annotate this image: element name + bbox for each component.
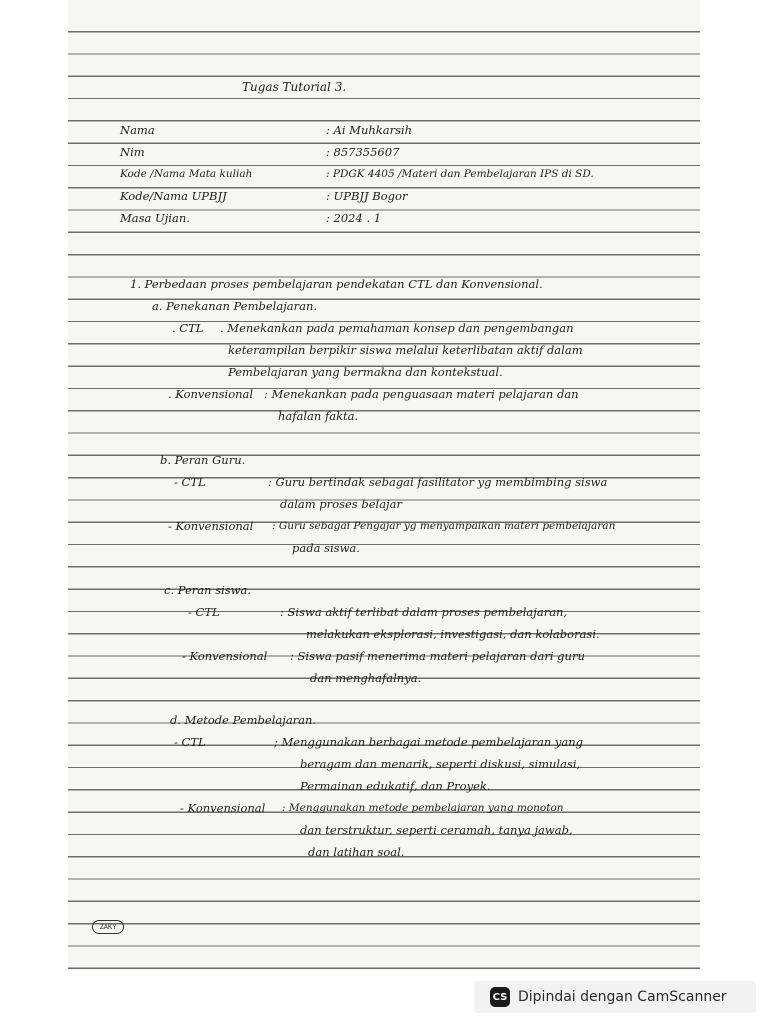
item-cont-a-konv-1: hafalan fakta.	[278, 409, 359, 423]
item-label-a-ctl: . CTL	[172, 321, 204, 335]
item-label-a-konv: . Konvensional	[168, 387, 254, 401]
item-cont-c-konv-1: dan menghafalnya.	[310, 671, 422, 685]
page-title: Tugas Tutorial 3.	[242, 80, 347, 94]
item-text-a-ctl: . Menekankan pada pemahaman konsep dan pengembangan	[220, 321, 574, 335]
identity-value-course: : PDGK 4405 /Materi dan Pembelajaran IPS di SD.	[326, 168, 594, 180]
item-cont-b-ctl-1: dalam proses belajar	[280, 497, 402, 511]
identity-value-upbjj: : UPBJJ Bogor	[326, 189, 408, 203]
item-cont-d-ctl-1: beragam dan menarik, seperti diskusi, simulasi,	[300, 757, 581, 771]
identity-label-course: Kode /Nama Mata kuliah	[120, 168, 253, 180]
identity-value-nim: : 857355607	[326, 145, 400, 159]
question-heading: 1. Perbedaan proses pembelajaran pendekatan CTL dan Konvensional.	[130, 277, 543, 291]
camscanner-watermark	[474, 981, 756, 1013]
section-heading-a: a. Penekanan Pembelajaran.	[152, 299, 318, 313]
item-label-c-ctl: - CTL	[188, 605, 220, 619]
item-cont-b-konv-1: pada siswa.	[292, 541, 360, 555]
identity-value-name: : Ai Muhkarsih	[326, 123, 413, 137]
notebook-page	[68, 0, 700, 970]
item-text-d-konv: : Menggunakan metode pembelajaran yang monoton	[282, 802, 564, 814]
item-cont-d-konv-2: dan latihan soal.	[308, 845, 405, 859]
item-text-c-konv: : Siswa pasif menerima materi pelajaran dari guru	[290, 649, 585, 663]
identity-label-upbjj: Kode/Nama UPBJJ	[120, 189, 227, 203]
camscanner-label: Dipindai dengan CamScanner	[518, 989, 727, 1005]
item-cont-a-ctl-2: Pembelajaran yang bermakna dan kontekstual.	[228, 365, 503, 379]
identity-label-nim: Nim	[120, 145, 145, 159]
item-text-c-ctl: : Siswa aktif terlibat dalam proses pembelajaran,	[280, 605, 568, 619]
section-heading-b: b. Peran Guru.	[160, 453, 246, 467]
item-cont-a-ctl-1: keterampilan berpikir siswa melalui keterlibatan aktif dalam	[228, 343, 583, 357]
identity-value-exam: : 2024 . 1	[326, 211, 382, 225]
item-cont-d-ctl-2: Permainan edukatif, dan Proyek.	[300, 779, 491, 793]
item-text-a-konv: : Menekankan pada penguasaan materi pelajaran dan	[264, 387, 579, 401]
item-text-b-konv: : Guru sebagai Pengajar yg menyampaikan materi pembelajaran	[272, 520, 616, 532]
identity-label-exam: Masa Ujian.	[120, 211, 190, 225]
section-heading-d: d. Metode Pembelajaran.	[170, 713, 317, 727]
item-label-d-konv: - Konvensional	[180, 801, 266, 815]
item-label-c-konv: - Konvensional	[182, 649, 268, 663]
item-cont-d-konv-1: dan terstruktur, seperti ceramah, tanya jawab,	[300, 823, 573, 837]
page-mark: ZAKY	[92, 920, 124, 934]
item-label-d-ctl: - CTL	[174, 735, 206, 749]
section-heading-c: c. Peran siswa.	[164, 583, 252, 597]
item-label-b-ctl: - CTL	[174, 475, 206, 489]
item-cont-c-ctl-1: melakukan eksplorasi, investigasi, dan kolaborasi.	[306, 627, 600, 641]
item-text-b-ctl: : Guru bertindak sebagai fasilitator yg membimbing siswa	[268, 475, 608, 489]
identity-label-name: Nama	[120, 123, 155, 137]
camscanner-logo-icon: CS	[490, 987, 510, 1007]
item-text-d-ctl: ; Menggunakan berbagai metode pembelajaran yang	[274, 735, 584, 749]
item-label-b-konv: - Konvensional	[168, 519, 254, 533]
